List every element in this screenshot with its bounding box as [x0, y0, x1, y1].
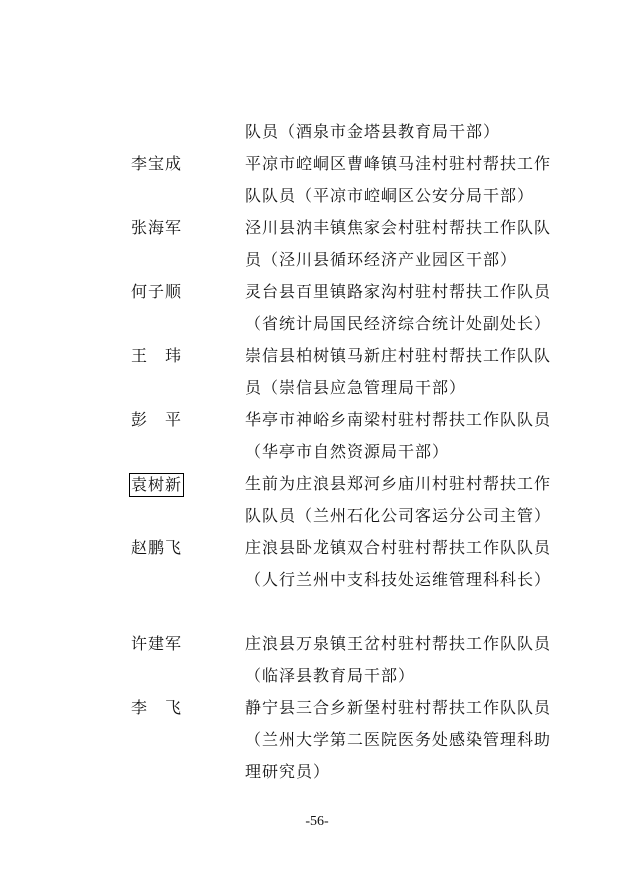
person-desc: 庄浪县卧龙镇双合村驻村帮扶工作队队员（人行兰州中支科技处运维管理科科长）: [245, 538, 552, 589]
person-name: 张海军: [131, 218, 183, 237]
continuation-text: 队员（酒泉市金塔县教育局干部）: [245, 122, 501, 141]
person-desc: 泾川县汭丰镇焦家会村驻村帮扶工作队队员（泾川县循环经济产业园区干部）: [245, 218, 552, 269]
person-desc: 静宁县三合乡新堡村驻村帮扶工作队队员（兰州大学第二医院医务处感染管理科助理研究员）: [245, 698, 552, 781]
page-number: -56-: [305, 814, 329, 829]
person-name: 许建军: [131, 634, 183, 653]
person-name: 赵鹏飞: [131, 538, 183, 557]
person-desc: 庄浪县万泉镇王岔村驻村帮扶工作队队员（临泽县教育局干部）: [245, 634, 552, 685]
person-name: 彭 平: [131, 410, 183, 429]
person-desc: 平凉市崆峒区曹峰镇马洼村驻村帮扶工作队队员（平凉市崆峒区公安分局干部）: [245, 154, 552, 205]
person-name: 王 玮: [131, 346, 183, 365]
person-desc: 华亭市神峪乡南梁村驻村帮扶工作队队员（华亭市自然资源局干部）: [245, 410, 552, 461]
person-desc: 生前为庄浪县郑河乡庙川村驻村帮扶工作队队员（兰州石化公司客运分公司主管）: [245, 474, 552, 525]
person-desc: 崇信县柏树镇马新庄村驻村帮扶工作队队员（崇信县应急管理局干部）: [245, 346, 552, 397]
person-name: 李宝成: [131, 154, 183, 173]
person-desc: 灵台县百里镇路家沟村驻村帮扶工作队员（省统计局国民经济综合统计处副处长）: [245, 282, 552, 333]
person-name-boxed: 袁树新: [129, 473, 184, 497]
person-name: 李 飞: [131, 698, 183, 717]
person-name: 何子顺: [131, 282, 183, 301]
